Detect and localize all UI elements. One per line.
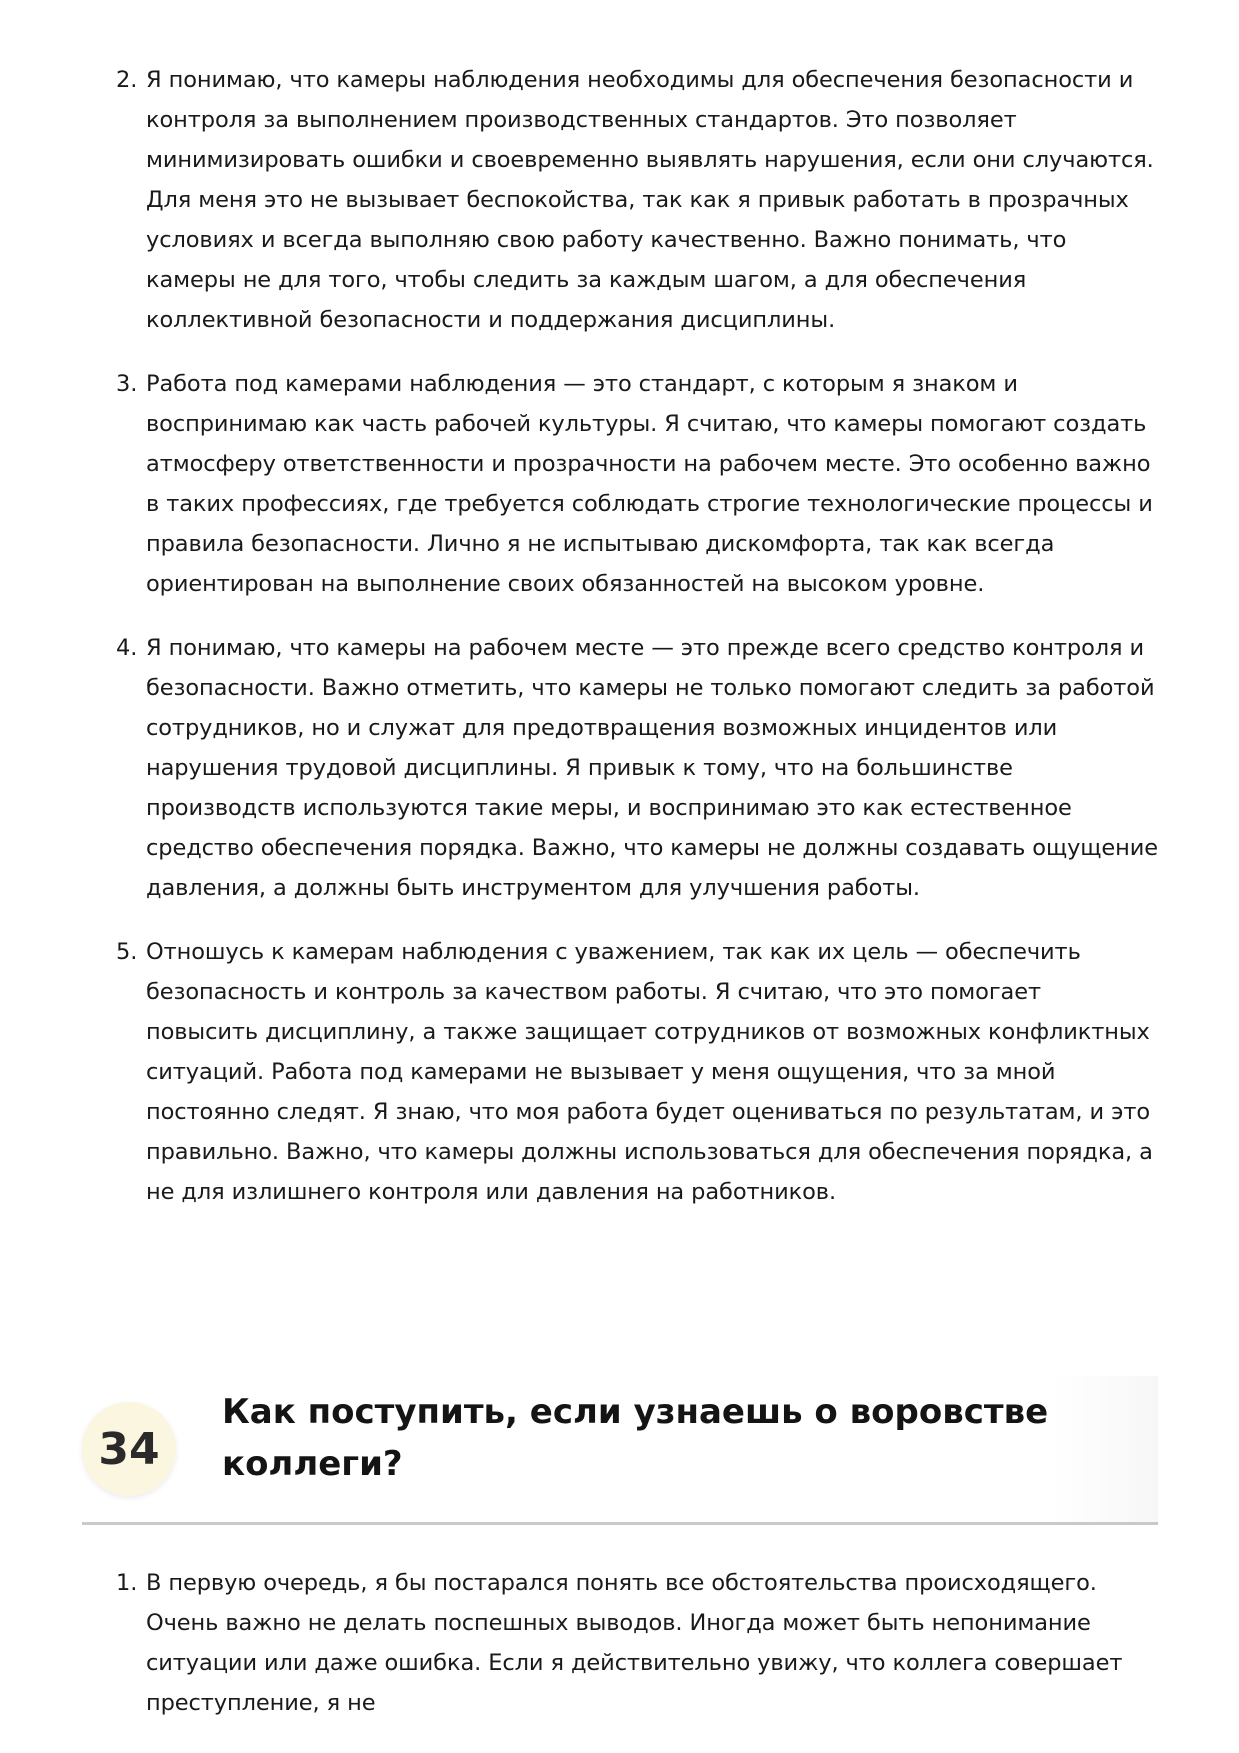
list-item-number: 2. (116, 67, 138, 93)
list-item-text: Отношусь к камерам наблюдения с уважением, так как их цель — обеспечить безопасность и контроль за качеством работы. Я считаю, что это помогает повысить дисциплину, а также защищает сотрудников от возможных конфликтных ситуаций. Работа под камерами не вызывает у меня ощущения, что за мной постоянно следят. Я знаю, что моя работа будет оцениваться по результатам, и это правильно. Важно, что камеры должны использоваться для обеспечения порядка, а не для излишнего контроля или давления на работников. (146, 939, 1153, 1205)
list-item-text: Я понимаю, что камеры наблюдения необходимы для обеспечения безопасности и контроля за выполнением производственных стандартов. Это позволяет минимизировать ошибки и своевременно выявлять нарушения, если они случаются. Для меня это не вызывает беспокойства, так как я привык работать в прозрачных условиях и всегда выполняю свою работу качественно. Важно понимать, что камеры не для того, чтобы следить за каждым шагом, а для обеспечения коллективной безопасности и поддержания дисциплины. (146, 67, 1154, 333)
list-item (0, 364, 1239, 604)
question-number-badge: 34 (82, 1402, 176, 1496)
list-item (0, 628, 1239, 908)
answers-list-next (0, 1563, 1239, 1723)
section-header (82, 1376, 1158, 1524)
list-item-text: Работа под камерами наблюдения — это стандарт, с которым я знаком и воспринимаю как часть рабочей культуры. Я считаю, что камеры помогают создать атмосферу ответственности и прозрачности на рабочем месте. Это особенно важно в таких профессиях, где требуется соблюдать строгие технологические процессы и правила безопасности. Лично я не испытываю дискомфорта, так как всегда ориентирован на выполнение своих обязанностей на высоком уровне. (146, 371, 1153, 597)
list-item-number: 1. (116, 1570, 138, 1596)
list-item-number: 5. (116, 939, 138, 965)
list-item-text: Я понимаю, что камеры на рабочем месте — это прежде всего средство контроля и безопасности. Важно отметить, что камеры не только помогают следить за работой сотрудников, но и служат для предотвращения возможных инцидентов или нарушения трудовой дисциплины. Я привык к тому, что на большинстве производств используются такие меры, и воспринимаю это как естественное средство обеспечения порядка. Важно, что камеры не должны создавать ощущение давления, а должны быть инструментом для улучшения работы. (146, 635, 1158, 901)
list-item-number: 3. (116, 371, 138, 397)
section-title: Как поступить, если узнаешь о воровстве коллеги? (222, 1392, 1049, 1484)
list-item (0, 1563, 1239, 1723)
list-item (0, 60, 1239, 340)
list-item-text: В первую очередь, я бы постарался понять все обстоятельства происходящего. Очень важно не делать поспешных выводов. Иногда может быть непонимание ситуации или даже ошибка. Если я действительно увижу, что коллега совершает преступление, я не (146, 1570, 1123, 1716)
list-item (0, 932, 1239, 1212)
list-item-number: 4. (116, 635, 138, 661)
answers-list (0, 60, 1239, 1236)
